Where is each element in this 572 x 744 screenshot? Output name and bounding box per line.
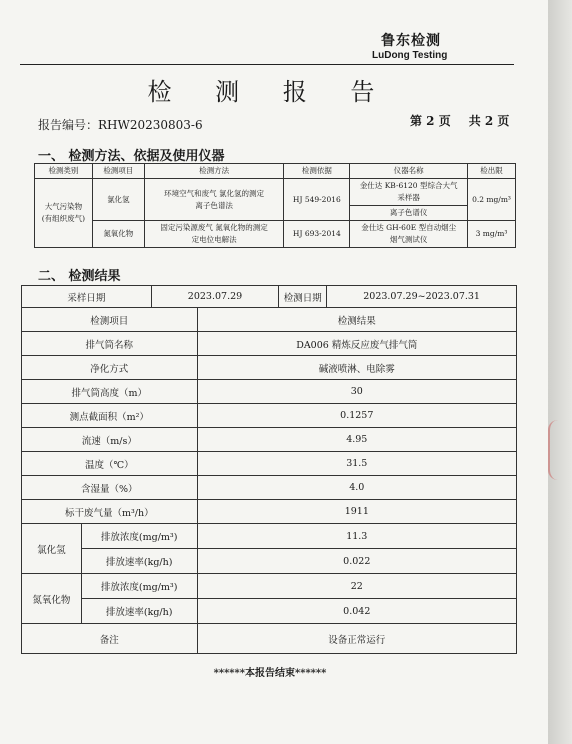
row-label: 含湿量（%） <box>22 476 198 500</box>
nox-rate-label: 排放速率(kg/h) <box>81 599 197 624</box>
report-number: 报告编号：RHW20230803-6 <box>38 118 203 132</box>
sampling-date: 2023.07.29 <box>151 286 279 308</box>
hcl-conc-label: 排放浓度(mg/m³) <box>81 524 197 549</box>
header-cell: 仪器名称 <box>350 164 468 179</box>
nox-conc-row <box>22 574 517 599</box>
row-value: DA006 精炼反应废气排气筒 <box>197 332 516 356</box>
header-rule <box>20 64 514 65</box>
row-value: 4.0 <box>197 476 516 500</box>
nox-conc-value: 22 <box>197 574 516 599</box>
item-cell: 氯化氢 <box>92 179 144 221</box>
row-value: 1911 <box>197 500 516 524</box>
sampling-date-label: 采样日期 <box>22 286 152 308</box>
row-label: 温度（℃） <box>22 452 198 476</box>
page-total: 共 2 页 <box>468 114 510 128</box>
date-row <box>22 286 517 308</box>
table-row <box>22 452 517 476</box>
category-cell: 大气污染物 (有组织废气) <box>35 179 93 248</box>
header-cell: 检出限 <box>468 164 516 179</box>
row-label: 排气筒高度（m） <box>22 380 198 404</box>
method-cell: 固定污染源废气 氮氧化物的测定 定电位电解法 <box>144 221 284 248</box>
table-row <box>22 428 517 452</box>
result-header: 检测结果 <box>197 308 516 332</box>
row-label: 标干废气量（m³/h） <box>22 500 198 524</box>
row-label: 流速（m/s） <box>22 428 198 452</box>
table-row <box>22 476 517 500</box>
remark-row <box>22 624 517 654</box>
row-value: 碱液喷淋、电除雾 <box>197 356 516 380</box>
header-cell: 检测方法 <box>144 164 284 179</box>
brand-name-cn: 鲁东检测 <box>381 33 441 49</box>
nox-conc-label: 排放浓度(mg/m³) <box>81 574 197 599</box>
instrument-cell: 金仕达 GH-60E 型自动烟尘 烟气测试仪 <box>350 221 468 248</box>
hcl-rate-row <box>22 549 517 574</box>
section2-heading: 二、 检测结果 <box>38 269 121 284</box>
item-cell: 氮氧化物 <box>92 221 144 248</box>
nox-rate-value: 0.042 <box>197 599 516 624</box>
nox-rate-row <box>22 599 517 624</box>
hcl-rate-value: 0.022 <box>197 549 516 574</box>
item-header: 检测项目 <box>22 308 198 332</box>
table-row <box>22 356 517 380</box>
methods-row-nox <box>35 221 516 248</box>
row-value: 31.5 <box>197 452 516 476</box>
table-row <box>22 380 517 404</box>
methods-header-row <box>35 164 516 179</box>
table-row <box>22 332 517 356</box>
row-label: 排气筒名称 <box>22 332 198 356</box>
limit-cell: 3 mg/m³ <box>468 221 516 248</box>
header-cell: 检测依据 <box>284 164 350 179</box>
results-header-row <box>22 308 517 332</box>
header-cell: 检测项目 <box>92 164 144 179</box>
header-cell: 检测类别 <box>35 164 93 179</box>
instrument-cell: 金仕达 KB-6120 型综合大气 采样器 <box>350 179 468 206</box>
report-end-marker: ******本报告结束****** <box>213 668 327 679</box>
hcl-conc-value: 11.3 <box>197 524 516 549</box>
row-value: 4.95 <box>197 428 516 452</box>
row-value: 30 <box>197 380 516 404</box>
basis-cell: HJ 693-2014 <box>284 221 350 248</box>
test-date: 2023.07.29~2023.07.31 <box>327 286 517 308</box>
instrument-cell: 离子色谱仪 <box>350 206 468 221</box>
hcl-conc-row <box>22 524 517 549</box>
results-table <box>21 285 517 654</box>
hcl-label: 氯化氢 <box>22 524 82 574</box>
row-label: 净化方式 <box>22 356 198 380</box>
table-row <box>22 500 517 524</box>
limit-cell: 0.2 mg/m³ <box>468 179 516 221</box>
table-row <box>22 404 517 428</box>
row-value: 0.1257 <box>197 404 516 428</box>
methods-table <box>34 163 516 248</box>
nox-label: 氮氧化物 <box>22 574 82 624</box>
basis-cell: HJ 549-2016 <box>284 179 350 221</box>
method-cell: 环境空气和废气 氯化氢的测定 离子色谱法 <box>144 179 284 221</box>
page-current: 第 2 页 <box>410 114 451 128</box>
remark-label: 备注 <box>22 624 198 654</box>
row-label: 测点截面积（m²） <box>22 404 198 428</box>
seal-stamp-edge <box>548 420 570 480</box>
page-edge <box>548 0 572 744</box>
brand-name-en: LuDong Testing <box>372 50 448 61</box>
remark-value: 设备正常运行 <box>197 624 516 654</box>
section1-heading: 一、 检测方法、依据及使用仪器 <box>38 149 225 164</box>
report-title: 检 测 报 告 <box>147 78 393 106</box>
methods-row-hcl <box>35 179 516 206</box>
hcl-rate-label: 排放速率(kg/h) <box>81 549 197 574</box>
page-indicator <box>410 112 527 129</box>
test-date-label: 检测日期 <box>279 286 327 308</box>
